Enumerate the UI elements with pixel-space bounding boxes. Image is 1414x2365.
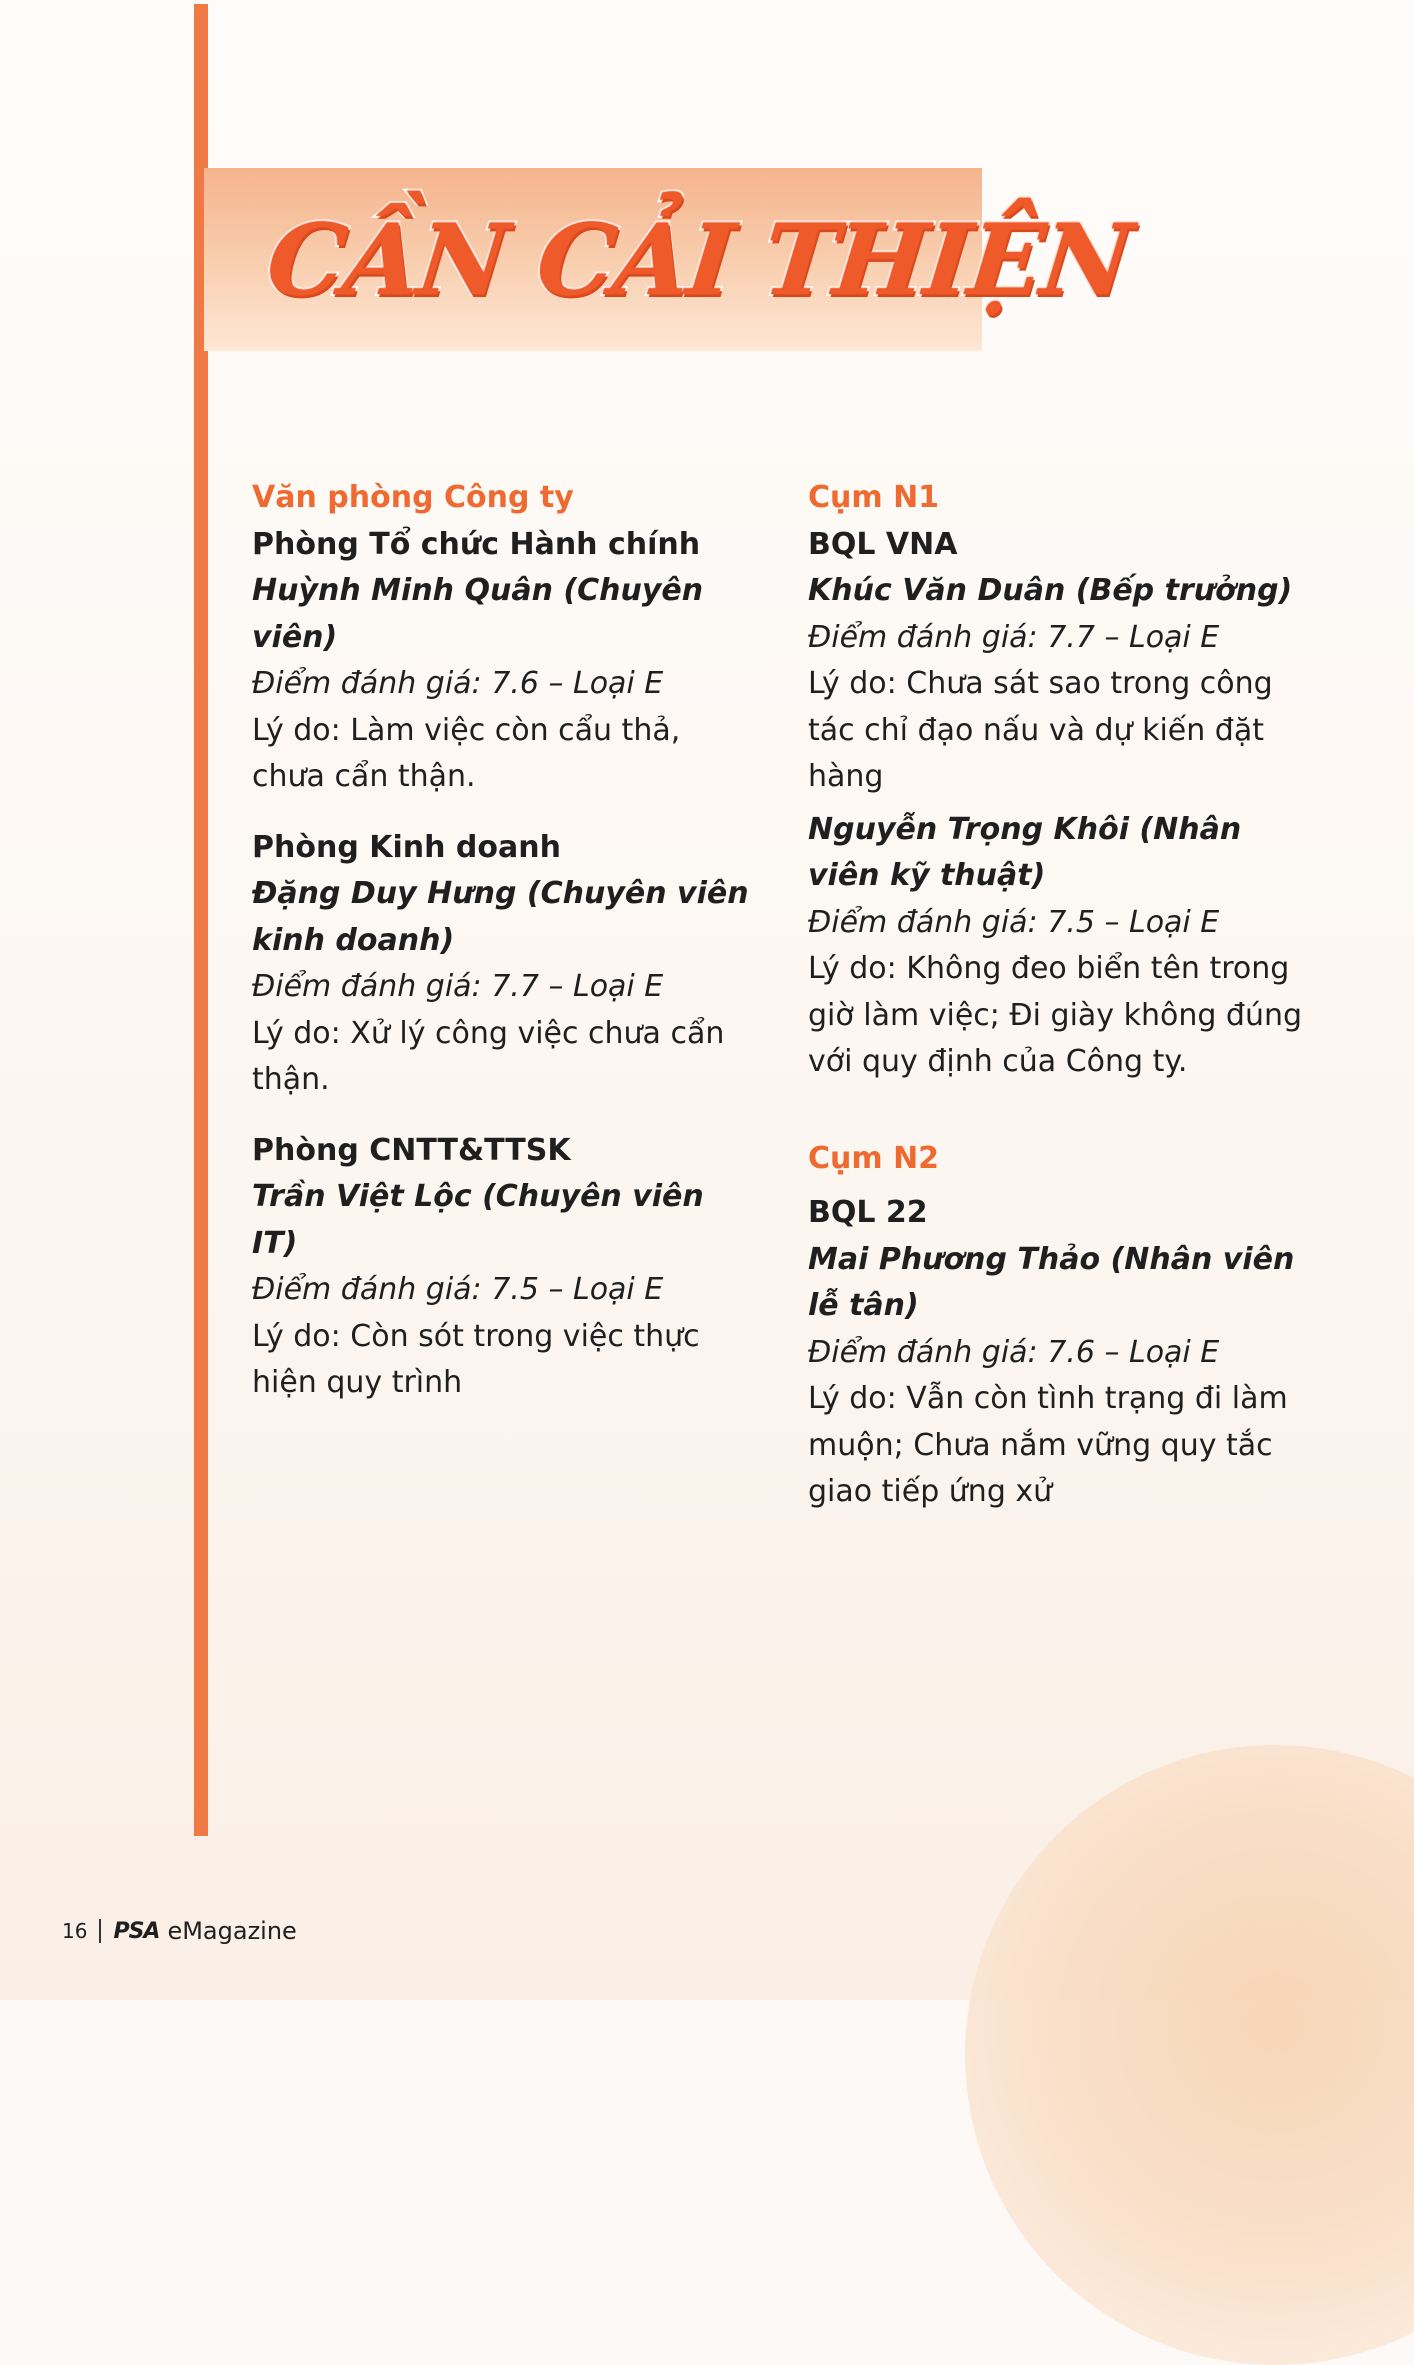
entry (808, 1237, 1320, 1516)
person-name: Huỳnh Minh Quân (Chuyên viên) (252, 573, 704, 655)
unit-name: Phòng Tổ chức Hành chính (252, 526, 701, 562)
page-number: 16 (62, 1919, 88, 1943)
reason: Lý do: Xử lý công việc chưa cẩn thận. (252, 1015, 725, 1097)
publication-name: eMagazine (167, 1917, 297, 1945)
entry (808, 807, 1320, 1086)
reason: Lý do: Làm việc còn cẩu thả, chưa cẩn thận. (252, 712, 681, 794)
entry (808, 568, 1320, 801)
unit-name: BQL VNA (808, 526, 958, 562)
unit-name: Phòng Kinh doanh (252, 829, 561, 865)
page-title: CẦN CẢI THIỆN (262, 203, 1136, 318)
reason: Lý do: Vẫn còn tình trạng đi làm muộn; Chưa nắm vững quy tắc giao tiếp ứng xử (808, 1381, 1288, 1509)
reason: Lý do: Còn sót trong việc thực hiện quy trình (252, 1318, 700, 1400)
entry (252, 1128, 752, 1407)
unit-name: BQL 22 (808, 1195, 928, 1230)
reason: Lý do: Không đeo biển tên trong giờ làm việc; Đi giày không đúng với quy định của Công ty. (808, 951, 1303, 1079)
score: Điểm đánh giá: 7.5 – Loại E (808, 904, 1220, 940)
entry (252, 825, 752, 1104)
footer-divider (99, 1919, 101, 1943)
right-column (808, 475, 1320, 1516)
left-column (252, 475, 752, 1407)
person-name: Mai Phương Thảo (Nhân viên lễ tân) (808, 1241, 1295, 1323)
entry (252, 522, 752, 801)
score: Điểm đánh giá: 7.5 – Loại E (252, 1272, 664, 1307)
person-name: Khúc Văn Duân (Bếp trưởng) (808, 573, 1293, 608)
section-heading: Văn phòng Công ty (252, 480, 574, 515)
score: Điểm đánh giá: 7.6 – Loại E (252, 666, 664, 701)
person-name: Trần Việt Lộc (Chuyên viên IT) (252, 1179, 704, 1261)
score: Điểm đánh giá: 7.7 – Loại E (808, 619, 1220, 655)
score: Điểm đánh giá: 7.7 – Loại E (252, 969, 664, 1004)
person-name: Nguyễn Trọng Khôi (Nhân viên kỹ thuật) (808, 811, 1242, 893)
score: Điểm đánh giá: 7.6 – Loại E (808, 1334, 1220, 1370)
unit-name: Phòng CNTT&TTSK (252, 1132, 571, 1168)
psa-logo: PSA (113, 1918, 160, 1944)
section-heading: Cụm N2 (808, 1140, 940, 1176)
reason: Lý do: Chưa sát sao trong công tác chỉ đạo nấu và dự kiến đặt hàng (808, 666, 1273, 794)
section-heading: Cụm N1 (808, 480, 940, 515)
person-name: Đặng Duy Hưng (Chuyên viên kinh doanh) (252, 876, 749, 958)
page-footer (62, 1914, 297, 1948)
